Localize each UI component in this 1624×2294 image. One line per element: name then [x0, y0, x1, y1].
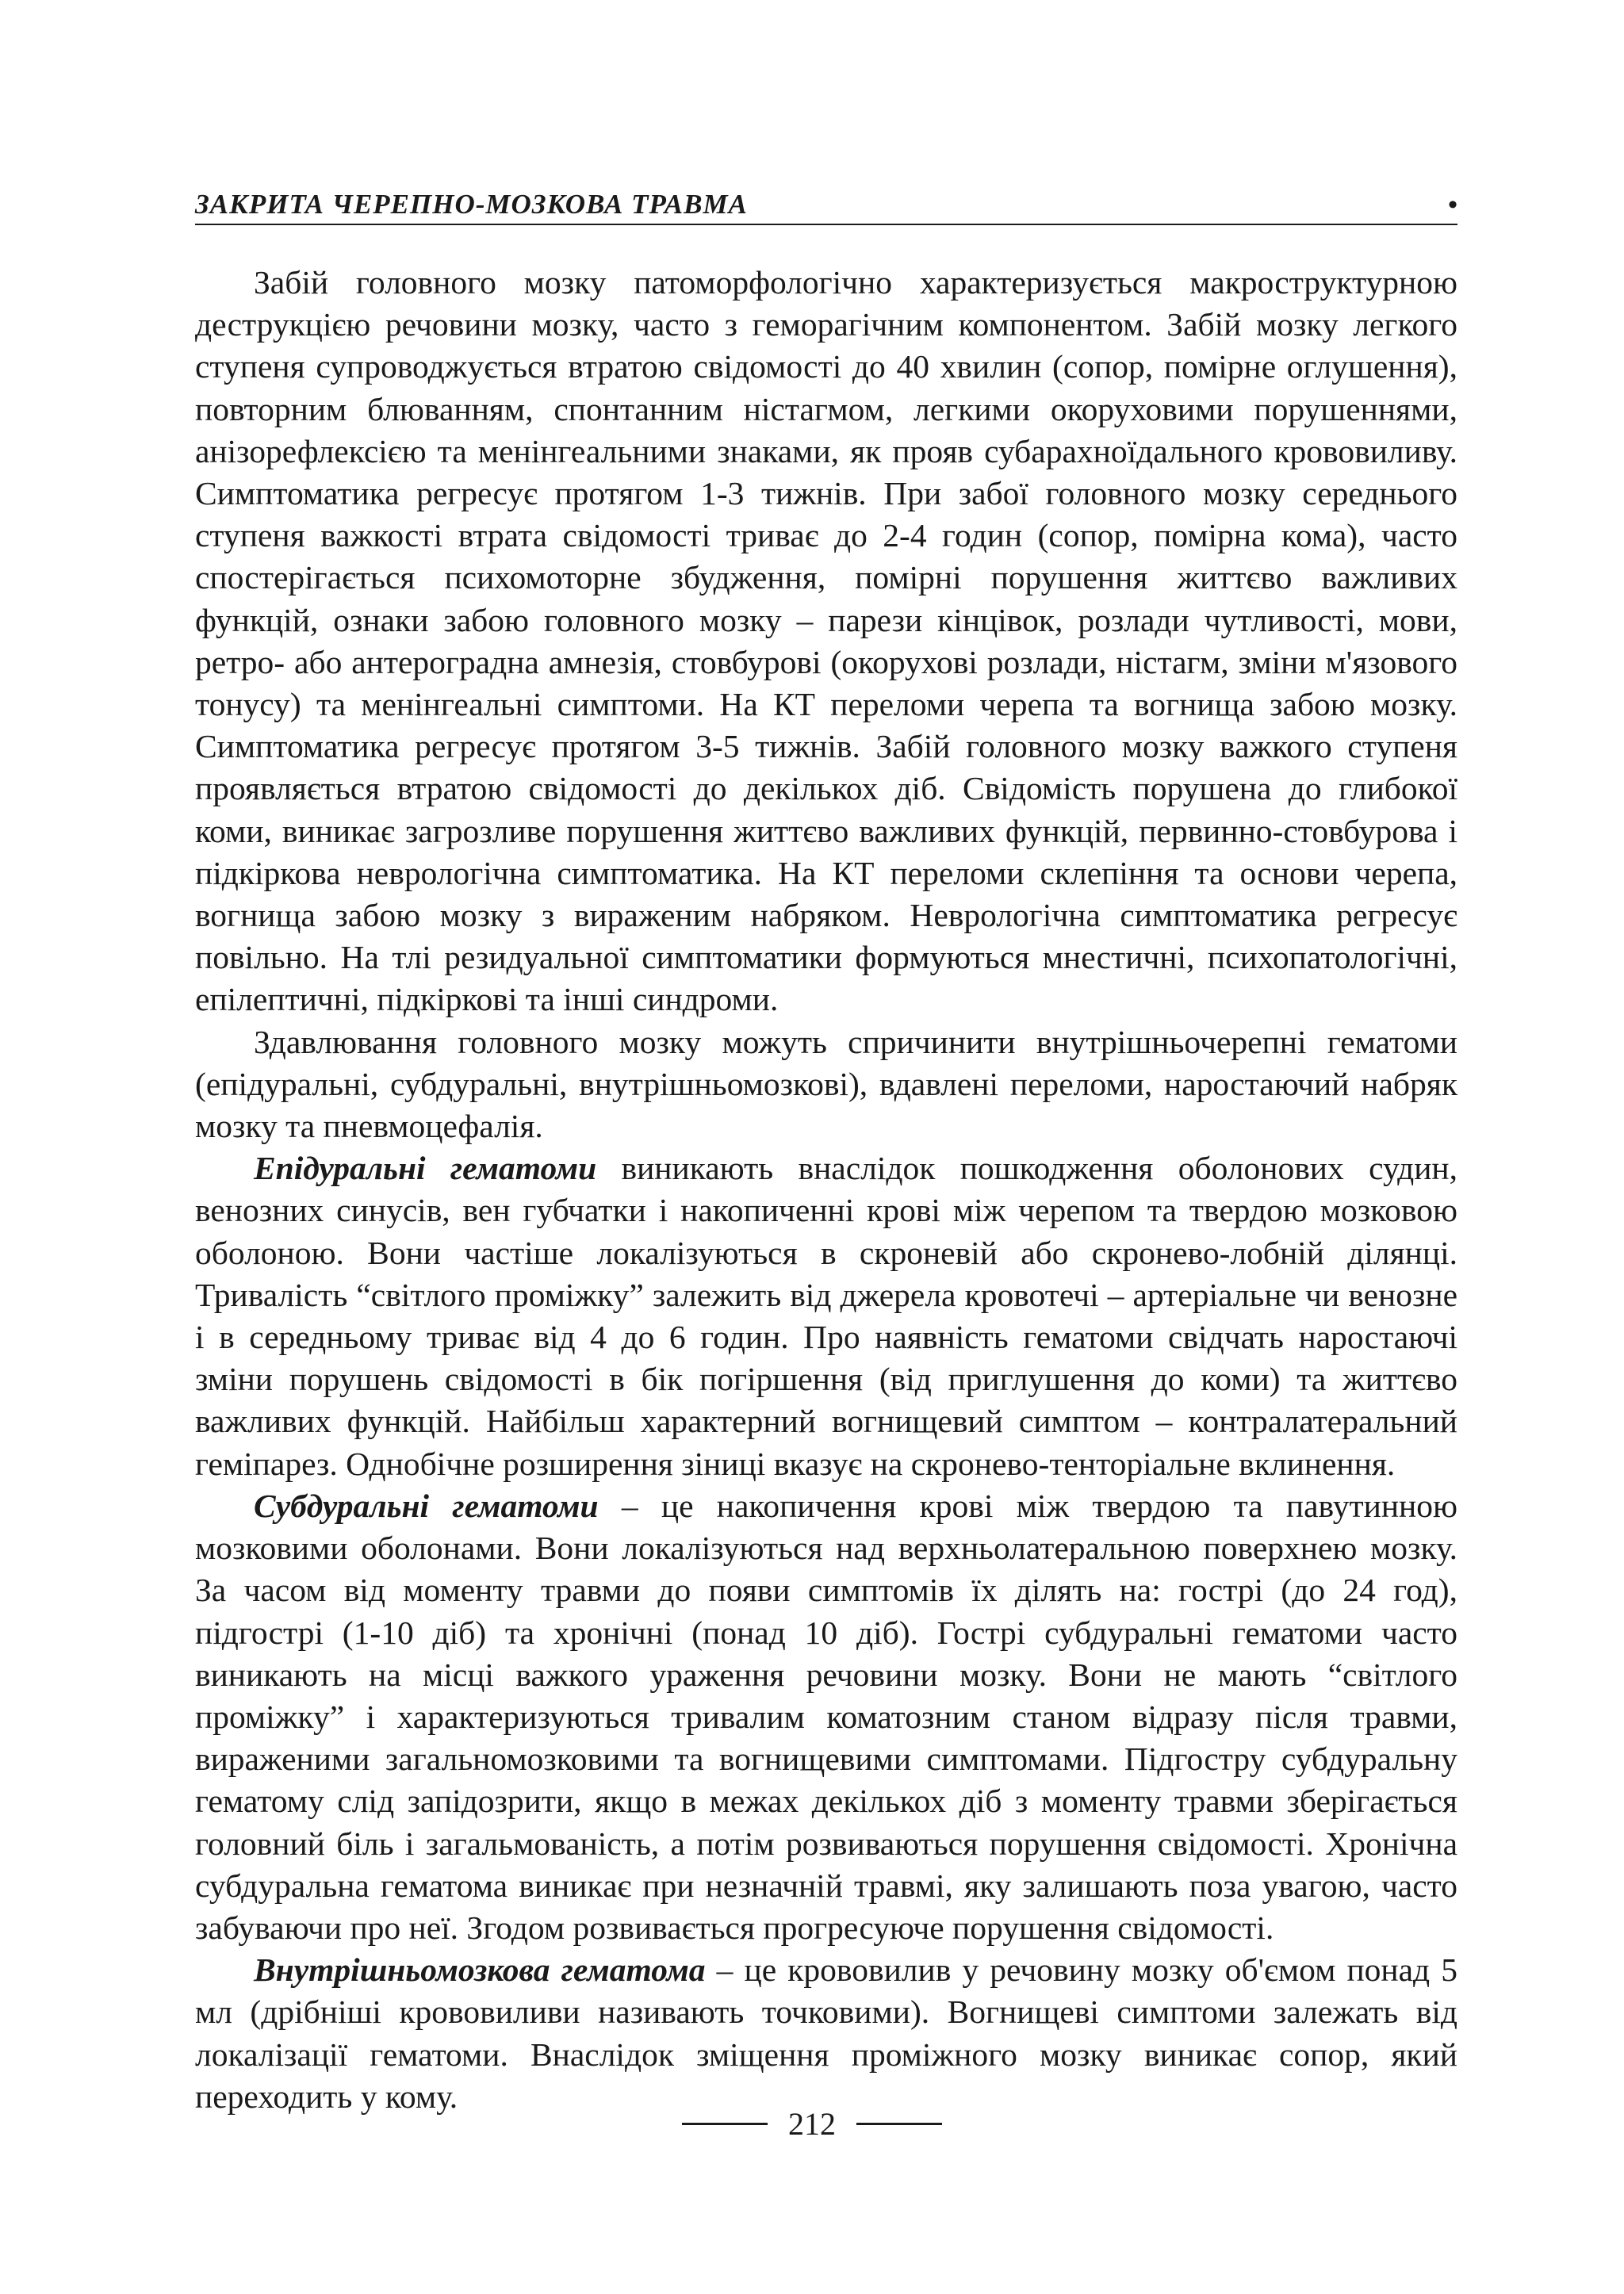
page-number: 212 [788, 2105, 836, 2142]
term-subdural-hematoma: Субдуральні гематоми [254, 1487, 599, 1524]
header-bullet-icon: • [1448, 190, 1457, 220]
paragraph-text: виникають внаслідок пошкодження оболонових судин, венозних синусів, вен губчатки і накопиченні крові між черепом та твердою мозковою оболоною. Вони частіше локалізуються в скроневій або скронево-лобній ділянці. Тривалість “світлого проміжку” залежить від джерела кровотечі – артеріальне чи венозне і в середньому триває від 4 до 6 годин. Про наявність гематоми свідчать наростаючі зміни порушень свідомості в бік погіршення (від приглушення до коми) та життєво важливих функцій. Найбільш характерний вогнищевий симптом – контралатеральний геміпарез. Однобічне розширення зіниці вказує на скронево-тенторіальне вклинення. [195, 1150, 1457, 1482]
header-rule [195, 224, 1457, 225]
paragraph-subdural [195, 1485, 1457, 1949]
paragraph-text: – це накопичення крові між твердою та павутинною мозковими оболонами. Вони локалізуються над верхньолатеральною поверхнею мозку. За часом від моменту травми до появи симптомів їх ділять на: гострі (до 24 год), підгострі (1-10 діб) та хронічні (понад 10 діб). Гострі субдуральні гематоми часто виникають на місці важкого ураження речовини мозку. Вони не мають “світлого проміжку” і характеризуються тривалим коматозним станом відразу після травми, вираженими загальномозковими та вогнищевими симптомами. Підгостру субдуральну гематому слід запідозрити, якщо в межах декількох діб з моменту травми зберігається головний біль і загальмованість, а потім розвиваються порушення свідомості. Хронічна субдуральна гематома виникає при незначній травмі, яку залишають поза увагою, часто забуваючи про неї. Згодом розвивається прогресуюче порушення свідомості. [195, 1487, 1457, 1946]
page-footer [0, 2104, 1624, 2143]
footer-dash-right [856, 2123, 942, 2125]
paragraph-intracerebral [195, 1949, 1457, 2118]
paragraph-epidural [195, 1147, 1457, 1485]
paragraph-contusion [195, 262, 1457, 1021]
body-text [195, 262, 1457, 2118]
paragraph-text: Забій головного мозку патоморфологічно характеризується макроструктурною деструкцією речовини мозку, часто з геморагічним компонентом. Забій мозку легкого ступеня супроводжується втратою свідомості до 40 хвилин (сопор, помірне оглушення), повторним блюванням, спонтанним ністагмом, легкими окоруховими порушеннями, анізорефлексією та менінгеальними знаками, як прояв субарахноїдального крововиливу. Симптоматика регресує протягом 1-3 тижнів. При забої головного мозку середнього ступеня важкості втрата свідомості триває до 2-4 годин (сопор, помірна кома), часто спостерігається психомоторне збудження, помірні порушення життєво важливих функцій, ознаки забою головного мозку – парези кінцівок, розлади чутливості, мови, ретро- або антероградна амнезія, стовбурові (окорухові розлади, ністагм, зміни м'язового тонусу) та менінгеальні симптоми. На КТ переломи черепа та вогнища забою мозку. Симптоматика регресує протягом 3-5 тижнів. Забій головного мозку важкого ступеня проявляється втратою свідомості до декількох діб. Свідомість порушена до глибокої коми, виникає загрозливе порушення життєво важливих функцій, первинно-стовбурова і підкіркова неврологічна симптоматика. На КТ переломи склепіння та основи черепа, вогнища забою мозку з вираженим набряком. Неврологічна симптоматика регресує повільно. На тлі резидуальної симптоматики формуються мнестичні, психопатологічні, епілептичні, підкіркові та інші синдроми. [195, 264, 1457, 1018]
term-epidural-hematoma: Епідуральні гематоми [254, 1150, 597, 1187]
running-header-title: ЗАКРИТА ЧЕРЕПНО-МОЗКОВА ТРАВМА [195, 189, 748, 220]
paragraph-text: – це крововилив у речовину мозку об'ємом понад 5 мл (дрібніші крововиливи називають точковими). Вогнищеві симптоми залежать від локалізації гематоми. Внаслідок зміщення проміжного мозку виникає сопор, який переходить у кому. [195, 1951, 1458, 2115]
paragraph-compression [195, 1021, 1457, 1148]
running-header [195, 184, 1457, 225]
term-intracerebral-hematoma: Внутрішньомозкова гематома [254, 1951, 706, 1989]
footer-dash-left [682, 2123, 768, 2125]
paragraph-text: Здавлювання головного мозку можуть спричинити внутрішньочерепні гематоми (епідуральні, субдуральні, внутрішньомозкові), вдавлені переломи, наростаючий набряк мозку та пневмоцефалія. [195, 1023, 1457, 1145]
